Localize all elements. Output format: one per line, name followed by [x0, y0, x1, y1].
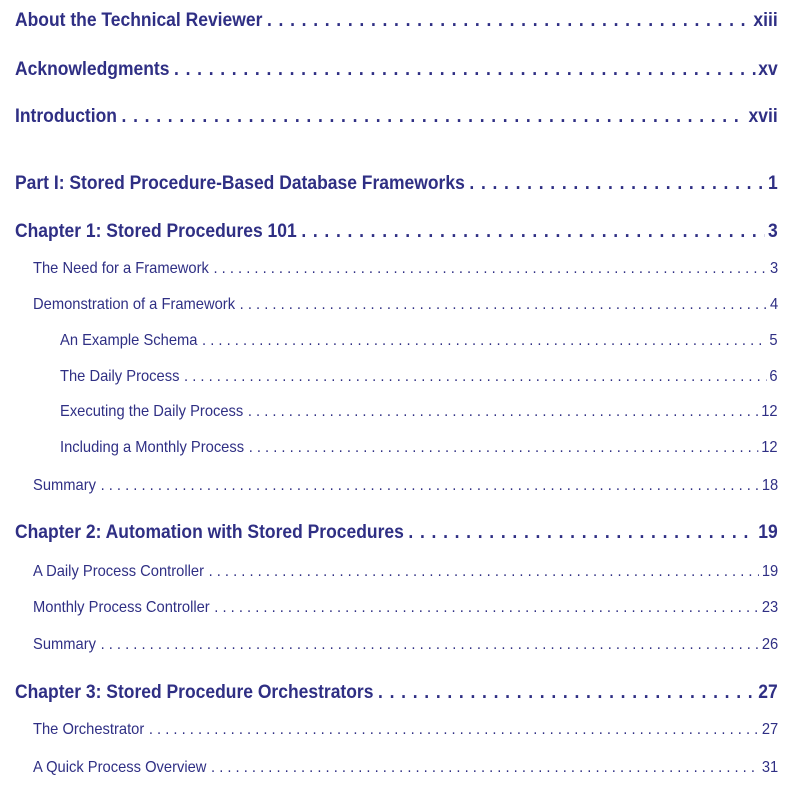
dot-leader [101, 636, 759, 654]
toc-entry-acknowledgments[interactable] [15, 59, 778, 81]
toc-entry-title: A Daily Process Controller [33, 563, 204, 580]
toc-entry-title: Summary [33, 636, 96, 653]
toc-entry-executing-daily-process[interactable] [60, 403, 778, 421]
toc-entry-example-schema[interactable] [60, 332, 778, 350]
toc-entry-chapter-3[interactable] [15, 682, 778, 704]
dot-leader [149, 721, 759, 739]
toc-entry-page: 12 [761, 403, 778, 420]
toc-entry-page: xvii [748, 106, 778, 127]
toc-entry-page: 4 [770, 296, 779, 313]
toc-entry-demonstration-of-framework[interactable] [33, 296, 778, 314]
toc-entry-need-for-framework[interactable] [33, 260, 778, 278]
toc-entry-quick-process-overview[interactable] [33, 759, 778, 777]
toc-entry-title: Introduction [15, 106, 117, 127]
toc-entry-daily-process[interactable] [60, 368, 778, 386]
toc-entry-title: Chapter 1: Stored Procedures 101 [15, 221, 297, 242]
toc-entry-title: Summary [33, 477, 96, 494]
dot-leader [211, 759, 759, 777]
toc-entry-page: 18 [761, 477, 779, 494]
toc-entry-introduction[interactable] [15, 106, 778, 128]
toc-entry-daily-process-controller[interactable] [33, 563, 778, 581]
dot-leader [267, 10, 751, 32]
toc-entry-page: 6 [769, 368, 778, 385]
dot-leader [249, 439, 759, 457]
dot-leader [122, 106, 746, 128]
toc-entry-title: A Quick Process Overview [33, 759, 207, 776]
toc-entry-orchestrator[interactable] [33, 721, 778, 739]
toc-entry-including-monthly-process[interactable] [60, 439, 778, 457]
dot-leader [101, 477, 759, 495]
toc-entry-page: xv [758, 59, 778, 80]
dot-leader [240, 296, 768, 314]
toc-entry-monthly-process-controller[interactable] [33, 599, 778, 617]
toc-entry-page: 26 [761, 636, 779, 653]
toc-entry-title: Monthly Process Controller [33, 599, 210, 616]
toc-entry-page: 3 [770, 260, 779, 277]
toc-entry-title: Including a Monthly Process [60, 439, 245, 456]
dot-leader [214, 599, 759, 617]
toc-entry-page: 1 [767, 173, 778, 194]
toc-entry-page: 5 [769, 332, 778, 349]
dot-leader [213, 260, 767, 278]
toc-entry-about-technical-reviewer[interactable] [15, 10, 778, 32]
dot-leader [202, 332, 767, 350]
dot-leader [209, 563, 759, 581]
dot-leader [248, 403, 759, 421]
toc-entry-title: Demonstration of a Framework [33, 296, 236, 313]
toc-entry-summary-ch2[interactable] [33, 636, 778, 654]
toc-entry-page: 23 [761, 599, 779, 616]
toc-entry-page: 27 [761, 721, 779, 738]
toc-entry-title: Acknowledgments [15, 59, 170, 80]
toc-entry-page: 27 [758, 682, 778, 703]
toc-entry-chapter-1[interactable] [15, 221, 778, 243]
toc-entry-title: The Need for a Framework [33, 260, 209, 277]
toc-entry-title: About the Technical Reviewer [15, 10, 263, 31]
dot-leader [378, 682, 755, 704]
dot-leader [174, 59, 755, 81]
toc-entry-title: Chapter 3: Stored Procedure Orchestrators [15, 682, 374, 703]
dot-leader [301, 221, 765, 243]
toc-entry-page: 31 [761, 759, 779, 776]
toc-entry-chapter-2[interactable] [15, 522, 778, 544]
toc-entry-title: Part I: Stored Procedure-Based Database Frameworks [15, 173, 465, 194]
toc-entry-title: The Orchestrator [33, 721, 145, 738]
dot-leader [184, 368, 767, 386]
toc-entry-page: 12 [761, 439, 778, 456]
toc-entry-page: 3 [767, 221, 778, 242]
toc-entry-title: Chapter 2: Automation with Stored Procedures [15, 522, 404, 543]
toc-entry-page: xiii [753, 10, 778, 31]
toc-entry-title: The Daily Process [60, 368, 180, 385]
dot-leader [469, 173, 765, 195]
toc-entry-page: 19 [761, 563, 779, 580]
toc-entry-part-1[interactable] [15, 173, 778, 195]
toc-entry-summary-ch1[interactable] [33, 477, 778, 495]
toc-entry-title: Executing the Daily Process [60, 403, 244, 420]
toc-entry-title: An Example Schema [60, 332, 198, 349]
toc-entry-page: 19 [758, 522, 778, 543]
dot-leader [408, 522, 755, 544]
